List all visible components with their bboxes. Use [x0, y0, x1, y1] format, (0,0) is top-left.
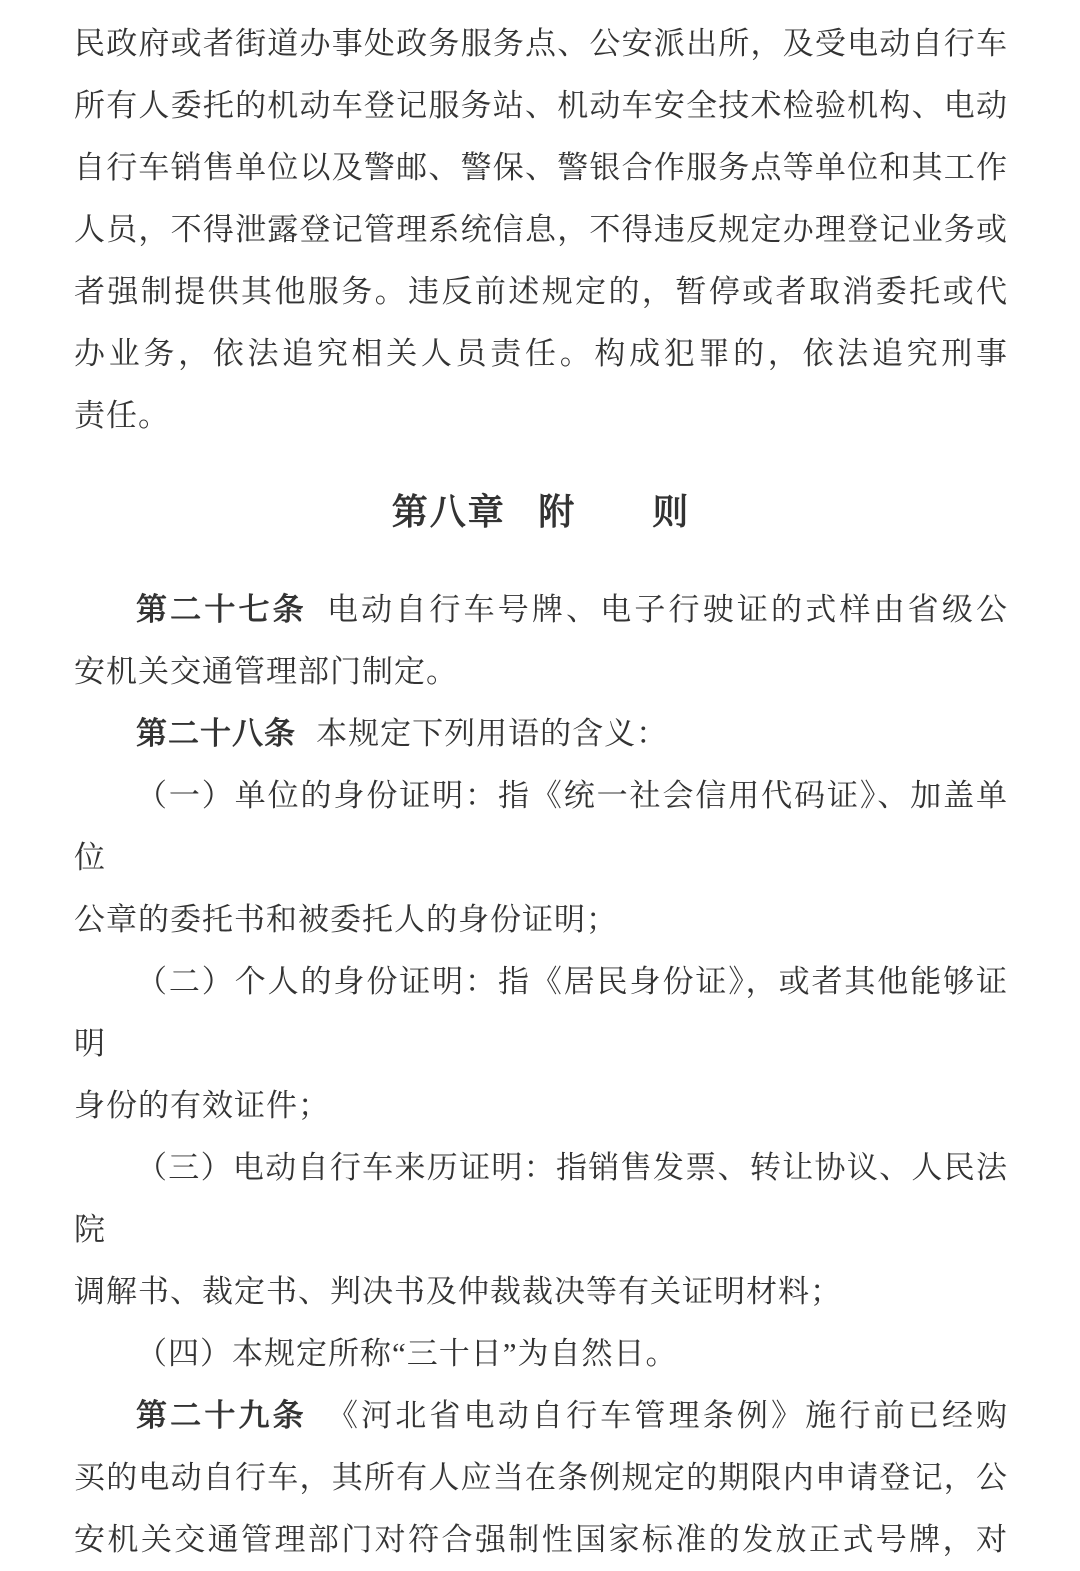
text-line: [74, 1137, 1008, 1261]
line-text: 身份的有效证件；: [74, 1088, 330, 1123]
line-text: 人员，不得泄露登记管理系统信息，不得违反规定办理登记业务或: [74, 212, 1008, 247]
text-line: [74, 703, 1008, 765]
text-line: [74, 1075, 1008, 1137]
text-line: [74, 1261, 1008, 1323]
text-line: [74, 137, 1008, 199]
line-text: 安机关交通管理部门对符合强制性国家标准的发放正式号牌，对: [74, 1522, 1008, 1557]
line-text: 调解书、裁定书、判决书及仲裁裁决等有关证明材料；: [74, 1274, 842, 1309]
text-line: [74, 261, 1008, 323]
line-text: 自行车销售单位以及警邮、警保、警银合作服务点等单位和其工作: [74, 150, 1008, 185]
line-text: 责任。: [74, 398, 170, 433]
text-line: [74, 323, 1008, 385]
chapter-heading: [74, 481, 1008, 543]
text-line: [74, 765, 1008, 889]
text-line: [74, 889, 1008, 951]
article-term: 第二十八条: [136, 716, 296, 751]
chapter-title: 附 则: [538, 492, 691, 532]
line-text: 安机关交通管理部门制定。: [74, 654, 458, 689]
chapter-number: 第八章: [391, 492, 506, 532]
line-text: （一）单位的身份证明：指《统一社会信用代码证》、加盖单位: [74, 778, 1008, 875]
line-text: 办业务，依法追究相关人员责任。构成犯罪的，依法追究刑事: [74, 336, 1008, 371]
line-text: 所有人委托的机动车登记服务站、机动车安全技术检验机构、电动: [74, 88, 1008, 123]
article-term: 第二十九条: [136, 1398, 307, 1433]
article-term: 第二十七条: [136, 592, 307, 627]
text-line: [74, 641, 1008, 703]
text-line: [74, 951, 1008, 1075]
line-text: （三）电动自行车来历证明：指销售发票、转让协议、人民法院: [74, 1150, 1008, 1247]
text-line: [74, 579, 1008, 641]
text-line: [74, 1323, 1008, 1385]
line-text: 者强制提供其他服务。违反前述规定的，暂停或者取消委托或代: [74, 274, 1008, 309]
text-line: [74, 1509, 1008, 1571]
text-line: [74, 1447, 1008, 1509]
line-text: 本规定下列用语的含义：: [316, 716, 669, 751]
line-text: 公章的委托书和被委托人的身份证明；: [74, 902, 618, 937]
line-text: 《河北省电动自行车管理条例》施行前已经购: [326, 1398, 1009, 1433]
text-line: [74, 1385, 1008, 1447]
text-line: [74, 13, 1008, 75]
line-text: 电动自行车号牌、电子行驶证的式样由省级公: [326, 592, 1009, 627]
line-text: （四）本规定所称“三十日”为自然日。: [136, 1336, 678, 1371]
line-text: 民政府或者街道办事处政务服务点、公安派出所，及受电动自行车: [74, 26, 1008, 61]
text-line: [74, 75, 1008, 137]
text-line: [74, 199, 1008, 261]
line-text: 买的电动自行车，其所有人应当在条例规定的期限内申请登记，公: [74, 1460, 1008, 1495]
text-line: [74, 385, 1008, 447]
line-text: （二）个人的身份证明：指《居民身份证》，或者其他能够证明: [74, 964, 1008, 1061]
